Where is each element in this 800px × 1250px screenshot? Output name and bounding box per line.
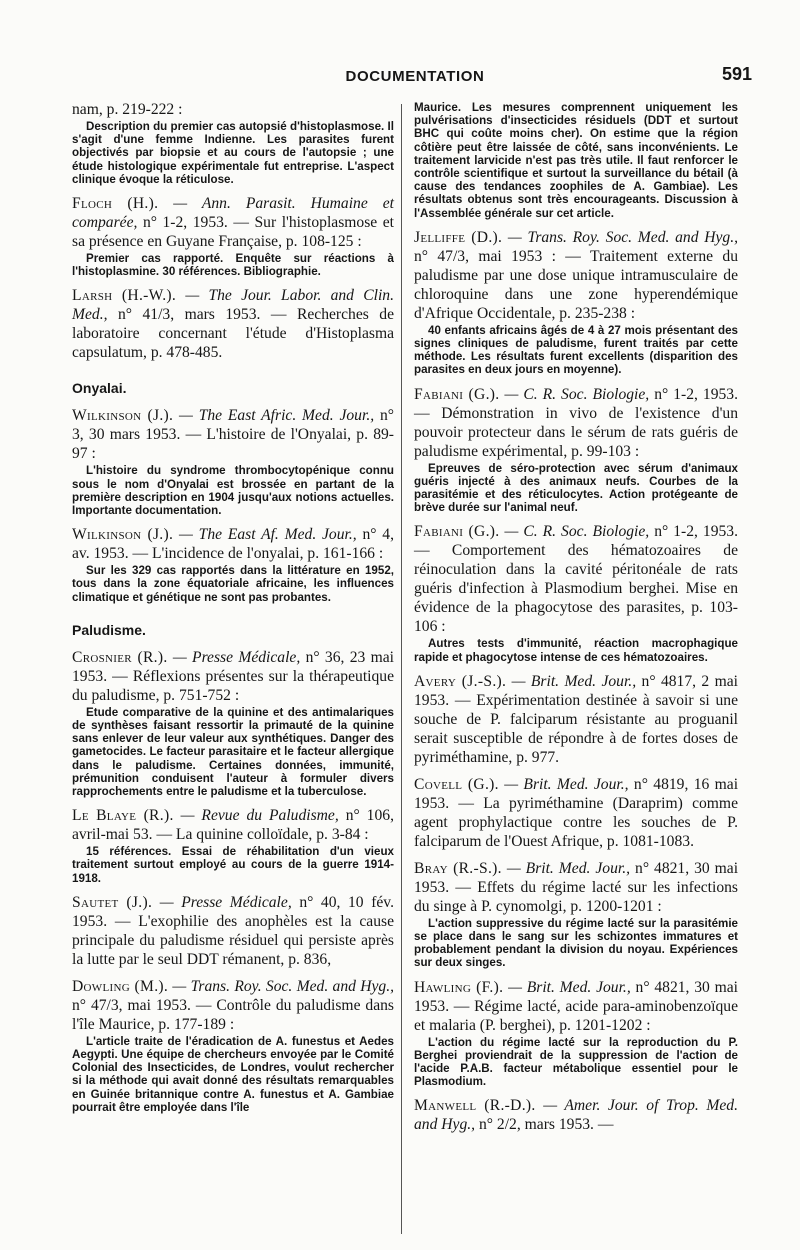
reference-details: n° 3, 30 mars 1953. — L'histoire de l'Onyalai, p. 89-97 :: [72, 407, 394, 463]
reference-citation: [414, 775, 738, 851]
reference-source: — Brit. Med. Jour.,: [511, 672, 637, 690]
reference-citation: [72, 100, 394, 119]
page-header: [78, 64, 752, 92]
reference-abstract: L'histoire du syndrome thrombocytopénique connu sous le nom d'Onyalai est brossée en partant de la première description en 1904 jusqu'aux notions actuelles. Importante documentation.: [72, 464, 394, 518]
reference-abstract: Epreuves de séro-protection avec sérum d'animaux guéris injecté à des animaux neufs. Courbes de la parasitémie et des réticulocytes. Action protégeante de brève durée sur l'animal neuf.: [414, 461, 738, 515]
reference-author: Dowling (M.).: [72, 977, 169, 995]
reference-author: Le Blaye (R.).: [72, 807, 174, 825]
reference-author: Wilkinson (J.).: [72, 407, 174, 425]
reference-citation: [414, 228, 738, 323]
reference-details: n° 1-2, 1953. — Sur l'histoplasmose et sa présence en Guyane Française, p. 108-125 :: [72, 214, 394, 251]
reference-details: n° 36, 23 mai 1953. — Réflexions présentes sur la thérapeutique du paludisme, p. 751-752 :: [72, 648, 394, 704]
reference-author: Fabiani (G.).: [414, 523, 500, 541]
reference-details: n° 106, avril-mai 53. — La quinine colloïdale, p. 3-84 :: [72, 807, 394, 844]
reference-source: — Trans. Roy. Soc. Med. and Hyg.,: [507, 228, 738, 246]
reference-author: Covell (G.).: [414, 775, 499, 793]
reference-citation: [414, 1096, 738, 1134]
reference-entry: [72, 806, 394, 885]
reference-source: — Amer. Jour. of Trop. Med. and Hyg.,: [414, 1097, 738, 1134]
reference-abstract: L'action suppressive du régime lacté sur la parasitémie se place dans le sang sur les schizontes immatures et probablement pendant la division du noyau. Expériences sur deux singes.: [414, 916, 738, 970]
reference-details: n° 47/3, mai 1953. — Contrôle du paludisme dans l'île Maurice, p. 177-189 :: [72, 996, 394, 1033]
reference-entry: [414, 1096, 738, 1134]
reference-citation: [72, 648, 394, 705]
reference-details: n° 40, 10 fév. 1953. — L'exophilie des anophèles est la cause principale du paludisme résiduel qui persiste après la lutte par le seul DDT rémanent, p. 836,: [72, 893, 394, 968]
left-column: [72, 100, 394, 1122]
reference-entry: [72, 525, 394, 604]
reference-entry: [414, 859, 738, 970]
reference-entry: [72, 100, 394, 186]
reference-author: Wilkinson (J.).: [72, 526, 174, 544]
reference-entry: [414, 775, 738, 851]
reference-source: — The East Af. Med. Jour.,: [179, 526, 357, 544]
section-heading: Onyalai.: [72, 380, 127, 397]
page-number: 591: [721, 64, 752, 84]
reference-abstract: L'action du régime lacté sur la reproduction du P. Berghei proviendrait de la suppression de l'action de l'acide P.A.B. facteur métabolique essentiel pour le Plasmodium.: [414, 1035, 738, 1089]
reference-author: Manwell (R.-D.).: [414, 1097, 536, 1115]
reference-details: n° 41/3, mars 1953. — Recherches de laboratoire concernant l'étude d'Histoplasma capsulatum, p. 478-485.: [72, 306, 394, 362]
running-title: DOCUMENTATION: [345, 68, 485, 85]
reference-citation: [72, 806, 394, 844]
reference-abstract: Description du premier cas autopsié d'histoplasmose. Il s'agit d'une femme Indienne. Les parasites furent objectivés par biopsie et au cours de l'autopsie ; une étude histologique expérimentale fut entreprise. L'aspect clinique évoque la réticulose.: [72, 120, 394, 186]
reference-details: n° 1-2, 1953. — Démonstration in vivo de l'existence d'un pouvoir protecteur dans le sérum de rats guéris de paludisme expérimental, p. 99-103 :: [414, 385, 738, 460]
reference-source: — Presse Médicale,: [172, 648, 301, 666]
reference-citation: [414, 385, 738, 461]
reference-citation: [72, 194, 394, 251]
reference-citation: [72, 286, 394, 362]
reference-abstract: Etude comparative de la quinine et des antimalariques de synthèses faisant ressortir la primauté de la quinine sans enlever de leur valeur aux synthétiques. Danger des gametocides. Le facteur parasitaire et le facteur allergique dans le paludisme. Certaines données, immunité, prémunition conduisent l'auteur à formuler divers rapprochements entre le paludisme et la tuberculose.: [72, 705, 394, 799]
reference-entry: [72, 194, 394, 278]
reference-abstract: L'article traite de l'éradication de A. funestus et Aedes Aegypti. Une équipe de chercheurs envoyée par le Comité Colonial des Insecticides, de Londres, voulut rechercher si la méthode qui avait donné des résultats remarquables en Guinée britannique contre A. funestus et A. Gambiae pourrait être employée dans l'île: [72, 1034, 394, 1114]
reference-source: — Brit. Med. Jour.,: [504, 775, 629, 793]
reference-author: Jelliffe (D.).: [414, 228, 503, 246]
reference-abstract: Sur les 329 cas rapportés dans la littérature en 1952, tous dans la zone équatoriale africaine, les influences climatique et génétique ne sont pas probantes.: [72, 564, 394, 604]
reference-source: — Revue du Paludisme,: [180, 807, 339, 825]
reference-source: — The East Afric. Med. Jour.,: [179, 407, 375, 425]
reference-author: Avery (J.-S.).: [414, 672, 507, 690]
reference-entry: [414, 101, 738, 220]
reference-details: n° 2/2, mars 1953. —: [478, 1116, 614, 1134]
reference-author: Fabiani (G.).: [414, 385, 500, 403]
reference-author: Larsh (H.-W.).: [72, 287, 177, 305]
reference-author: Hawling (F.).: [414, 978, 504, 996]
reference-entry: [414, 978, 738, 1089]
reference-source: — Ann. Parasit. Humaine et comparée,: [72, 195, 394, 232]
reference-entry: [72, 286, 394, 362]
reference-source: — Brit. Med. Jour.,: [508, 978, 631, 996]
reference-entry: [72, 977, 394, 1114]
reference-source: — Brit. Med. Jour.,: [506, 859, 631, 877]
reference-citation: [72, 977, 394, 1034]
reference-citation: [72, 525, 394, 563]
reference-source: — The Jour. Labor. and Clin. Med.,: [72, 287, 394, 324]
reference-citation: [414, 672, 738, 767]
reference-entry: [414, 228, 738, 377]
reference-abstract: 40 enfants africains âgés de 4 à 27 mois présentant des signes cliniques de paludisme, furent traités par cette méthode. Les résultats furent excellents (disparition des parasites en deux jours en moyenne).: [414, 323, 738, 377]
reference-abstract: Maurice. Les mesures comprennent uniquement les pulvérisations d'insecticides résiduels (DDT et surtout BHC qui coûte moins cher). On estime que la région côtière peut être laissée de côté, sans inconvénients. Le traitement larvicide n'est pas très utile. Il faut renforcer le contrôle scientifique et surtout la surveillance du bétail (à cause des tendances zoophiles de A. Gambiae). Les résultats obtenus sont très encourageants. Discussion à l'Assemblée générale sur cet article.: [414, 101, 738, 220]
reference-details: n° 4, av. 1953. — L'incidence de l'onyalai, p. 161-166 :: [72, 526, 394, 563]
reference-author: Bray (R.-S.).: [414, 859, 502, 877]
reference-details: n° 1-2, 1953. — Comportement des hématozoaires de réinoculation dans la cavité péritonéale de rats guéris d'infection à Plasmodium berghei. Mise en évidence de la phagocytose des parasites, p. 103-106 :: [414, 523, 738, 636]
reference-citation: [414, 522, 738, 636]
reference-details: n° 4821, 30 mai 1953. — Effets du régime lacté sur les infections du singe à P. cynomolgi, p. 1200-1201 :: [414, 859, 739, 915]
reference-entry: [414, 522, 738, 663]
reference-abstract: Autres tests d'immunité, réaction macrophagique rapide et phagocytose intense de ces hématozoaires.: [414, 637, 738, 664]
reference-entry: [72, 648, 394, 798]
reference-citation: [72, 893, 394, 969]
reference-source: — Trans. Roy. Soc. Med. and Hyg.,: [172, 977, 394, 995]
reference-author: Floch (H.).: [72, 195, 159, 213]
reference-entry: [414, 385, 738, 515]
reference-source: — C. R. Soc. Biologie,: [504, 385, 650, 403]
reference-details: n° 4819, 16 mai 1953. — La pyriméthamine (Daraprim) comme agent prophylactique contre les souches de P. falciparum de l'Ouest Afrique, p. 1081-1083.: [414, 775, 739, 850]
section-heading: Paludisme.: [72, 621, 146, 638]
reference-source: — Presse Médicale,: [159, 893, 292, 911]
column-divider: [401, 104, 402, 1234]
reference-entry: [414, 672, 738, 767]
reference-citation: [414, 859, 738, 916]
reference-entry: [72, 406, 394, 517]
reference-citation: [414, 978, 738, 1035]
reference-entry: [72, 893, 394, 969]
reference-abstract: 15 références. Essai de réhabilitation d'un vieux traitement surtout employé au cours de la guerre 1914-1918.: [72, 845, 394, 885]
reference-details: n° 47/3, mai 1953 : — Traitement externe du paludisme par une dose unique intramusculaire de chloroquine dans une zone hyperendémique d'Afrique Occidentale, p. 235-238 :: [414, 247, 738, 322]
reference-abstract: Premier cas rapporté. Enquête sur réactions à l'histoplasmine. 30 références. Bibliographie.: [72, 252, 394, 279]
reference-details: n° 4817, 2 mai 1953. — Expérimentation destinée à savoir si une souche de P. falciparum résistante au proguanil serait susceptible de répondre à de fortes doses de pyriméthamine, p. 977.: [414, 672, 739, 766]
reference-details: nam, p. 219-222 :: [72, 101, 183, 118]
reference-author: Crosnier (R.).: [72, 648, 168, 666]
reference-details: n° 4821, 30 mai 1953. — Régime lacté, acide para-aminobenzoïque et malaria (P. berghei), p. 1201-1202 :: [414, 978, 738, 1034]
reference-citation: [72, 406, 394, 463]
reference-author: Sautet (J.).: [72, 893, 153, 911]
reference-source: — C. R. Soc. Biologie,: [504, 523, 650, 541]
right-column: [414, 100, 738, 1142]
